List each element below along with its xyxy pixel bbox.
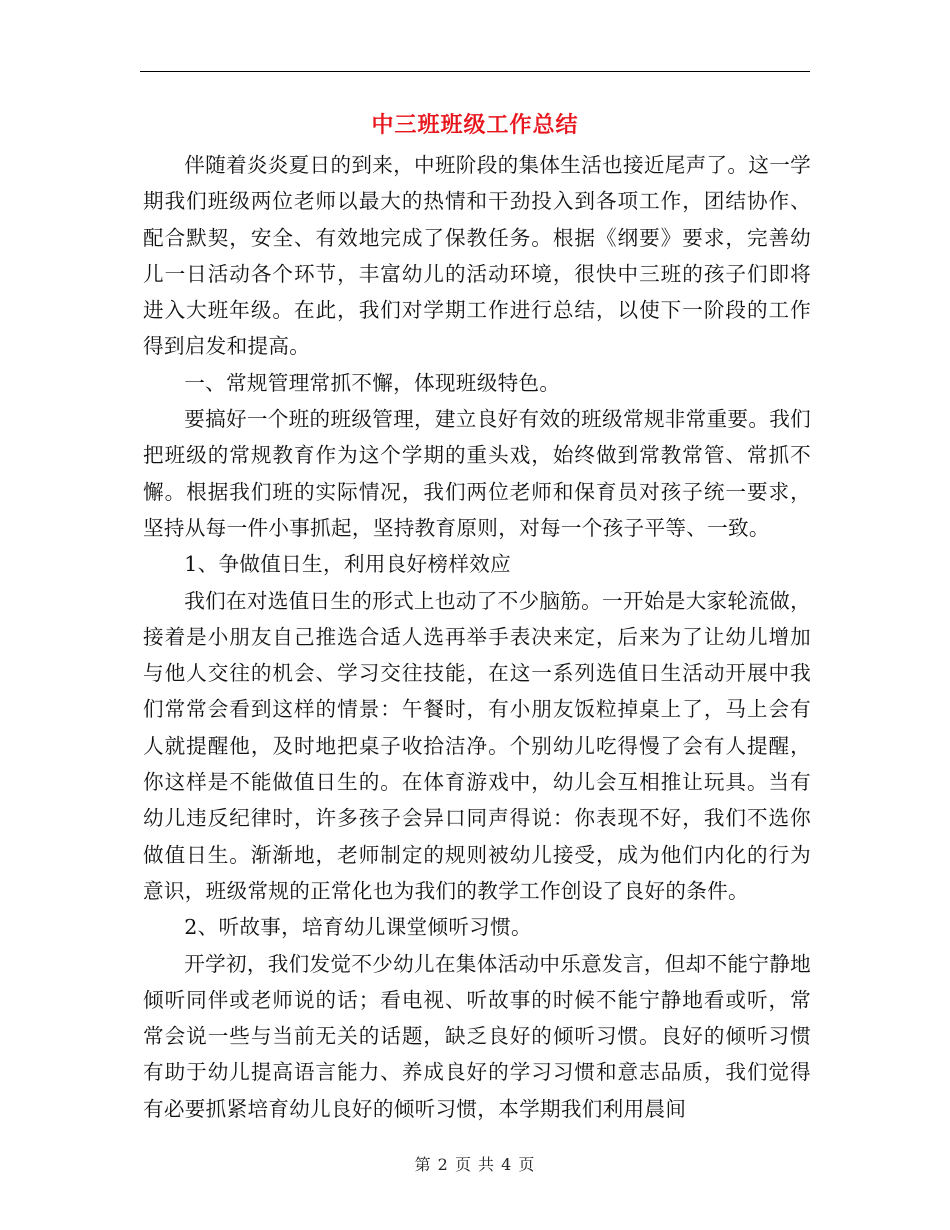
header-rule [140, 71, 810, 72]
paragraph-intro: 伴随着炎炎夏日的到来，中班阶段的集体生活也接近尾声了。这一学期我们班级两位老师以最大的热情和干劲投入到各项工作，团结协作、配合默契，安全、有效地完成了保教任务。根据《纲要》要求，完善幼儿一日活动各个环节，丰富幼儿的活动环境，很快中三班的孩子们即将进入大班年级。在此，我们对学期工作进行总结，以使下一阶段的工作得到启发和提高。 [143, 153, 811, 359]
paragraph-routine: 要搞好一个班的班级管理，建立良好有效的班级常规非常重要。我们把班级的常规教育作为这个学期的重头戏，始终做到常教常管、常抓不懈。根据我们班的实际情况，我们两位老师和保育员对孩子统一要求，坚持从每一件小事抓起，坚持教育原则，对每一个孩子平等、一致。 [143, 407, 811, 540]
paragraph-duty-student: 我们在对选值日生的形式上也动了不少脑筋。一开始是大家轮流做，接着是小朋友自己推选合适人选再举手表决来定，后来为了让幼儿增加与他人交往的机会、学习交往技能，在这一系列选值日生活动开展中我们常常会看到这样的情景：午餐时，有小朋友饭粒掉桌上了，马上会有人就提醒他，及时地把桌子收拾洁净。个别幼儿吃得慢了会有人提醒，你这样是不能做值日生的。在体育游戏中，幼儿会互相推让玩具。当有幼儿违反纪律时，许多孩子会异口同声得说：你表现不好，我们不选你做值日生。渐渐地，老师制定的规则被幼儿接受，成为他们内化的行为意识，班级常规的正常化也为我们的教学工作创设了良好的条件。 [143, 588, 811, 903]
subheading-listening: 2、听故事，培育幼儿课堂倾听习惯。 [184, 915, 532, 940]
paragraph-listening: 开学初，我们发觉不少幼儿在集体活动中乐意发言，但却不能宁静地倾听同伴或老师说的话；看电视、听故事的时候不能宁静地看或听，常常会说一些与当前无关的话题，缺乏良好的倾听习惯。良好的倾听习惯有助于幼儿提高语言能力、养成良好的学习习惯和意志品质，我们觉得有必要抓紧培育幼儿良好的倾听习惯，本学期我们利用晨间 [143, 951, 811, 1121]
section-heading-routine: 一、常规管理常抓不懈，体现班级特色。 [184, 370, 561, 395]
subheading-duty-student: 1、争做值日生，利用良好榜样效应 [184, 552, 511, 577]
page-number-footer: 第 2 页 共 4 页 [414, 1155, 536, 1174]
document-title: 中三班班级工作总结 [371, 112, 579, 138]
document-body [143, 147, 811, 1127]
